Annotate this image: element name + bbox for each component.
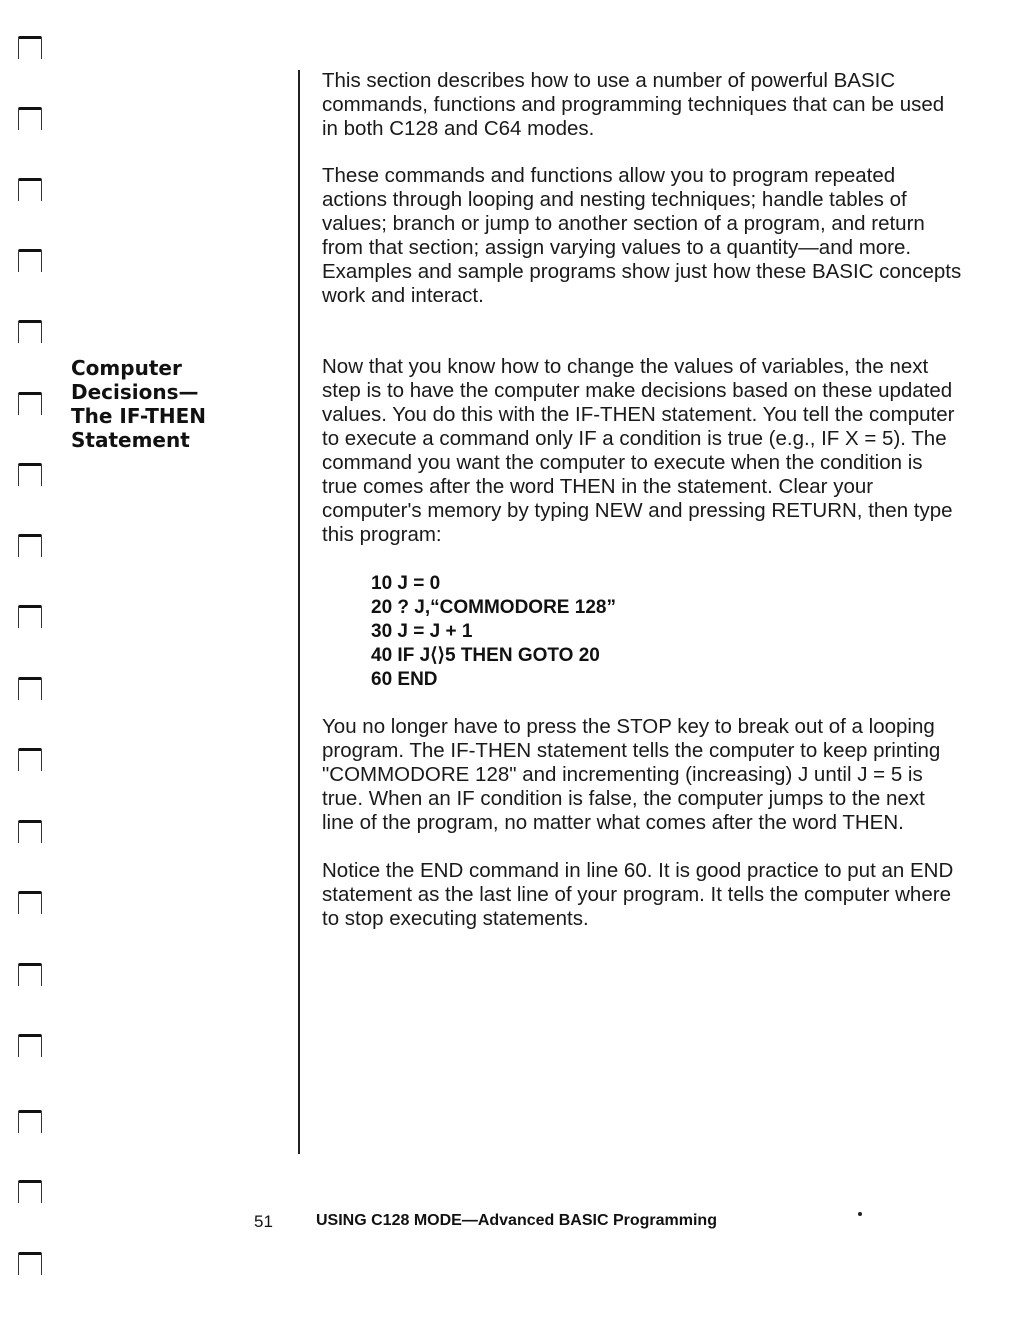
spiral-binding <box>0 0 60 1330</box>
binding-hole <box>18 1180 42 1203</box>
section-heading-line: Statement <box>71 428 190 452</box>
if-then-paragraph-2: You no longer have to press the STOP key to break out of a looping program. The IF-THEN statement tells the computer to keep printing "COMMODORE 128" and incrementing (increasing) J until J = 5 is true. When an IF condition is false, the computer jumps to the next line of the program, no matter what comes after the word THEN. <box>322 715 941 834</box>
program-listing <box>371 572 771 692</box>
binding-hole <box>18 963 42 986</box>
program-line: 60 END <box>371 669 438 690</box>
program-line: 30 J = J + 1 <box>371 621 473 642</box>
program-line: 10 J = 0 <box>371 573 441 594</box>
intro-paragraph-1: This section describes how to use a number of powerful BASIC commands, functions and programming techniques that can be used in both C128 and C64 modes. <box>322 69 945 140</box>
binding-hole <box>18 178 42 201</box>
running-head: USING C128 MODE—Advanced BASIC Programming <box>316 1212 717 1229</box>
if-then-paragraph-1: Now that you know how to change the values of variables, the next step is to have the computer make decisions based on these updated values. You do this with the IF-THEN statement. You tell the computer to execute a command only IF a condition is true (e.g., IF X = 5). The command you want the computer to execute when the condition is true comes after the word THEN in the statement. Clear your computer's memory by typing NEW and pressing RETURN, then type this program: <box>322 355 955 546</box>
page-number: 51 <box>254 1212 273 1231</box>
program-line: 40 IF J⟨⟩5 THEN GOTO 20 <box>371 645 600 666</box>
section-heading-line: The IF-THEN <box>71 404 207 428</box>
section-heading <box>71 356 291 452</box>
program-line: 20 ? J,“COMMODORE 128” <box>371 597 616 618</box>
binding-hole <box>18 463 42 486</box>
binding-hole <box>18 605 42 628</box>
binding-hole <box>18 36 42 59</box>
binding-hole <box>18 891 42 914</box>
binding-hole <box>18 107 42 130</box>
binding-hole <box>18 534 42 557</box>
binding-hole <box>18 1110 42 1133</box>
binding-hole <box>18 392 42 415</box>
binding-hole <box>18 1034 42 1057</box>
speck-mark <box>858 1212 862 1216</box>
binding-hole <box>18 677 42 700</box>
binding-hole <box>18 1252 42 1275</box>
if-then-paragraph-3: Notice the END command in line 60. It is good practice to put an END statement as the last line of your program. It tells the computer where to stop executing statements. <box>322 859 954 930</box>
section-heading-line: Computer <box>71 356 182 380</box>
binding-hole <box>18 249 42 272</box>
section-heading-line: Decisions— <box>71 380 199 404</box>
column-divider <box>298 70 300 1154</box>
binding-hole <box>18 748 42 771</box>
intro-paragraph-2: These commands and functions allow you to program repeated actions through looping and nesting techniques; handle tables of values; branch or jump to another section of a program, and return from that section; assign varying values to a quantity—and more. Examples and sample programs show just how these BASIC concepts work and interact. <box>322 164 962 307</box>
binding-hole <box>18 820 42 843</box>
binding-hole <box>18 320 42 343</box>
